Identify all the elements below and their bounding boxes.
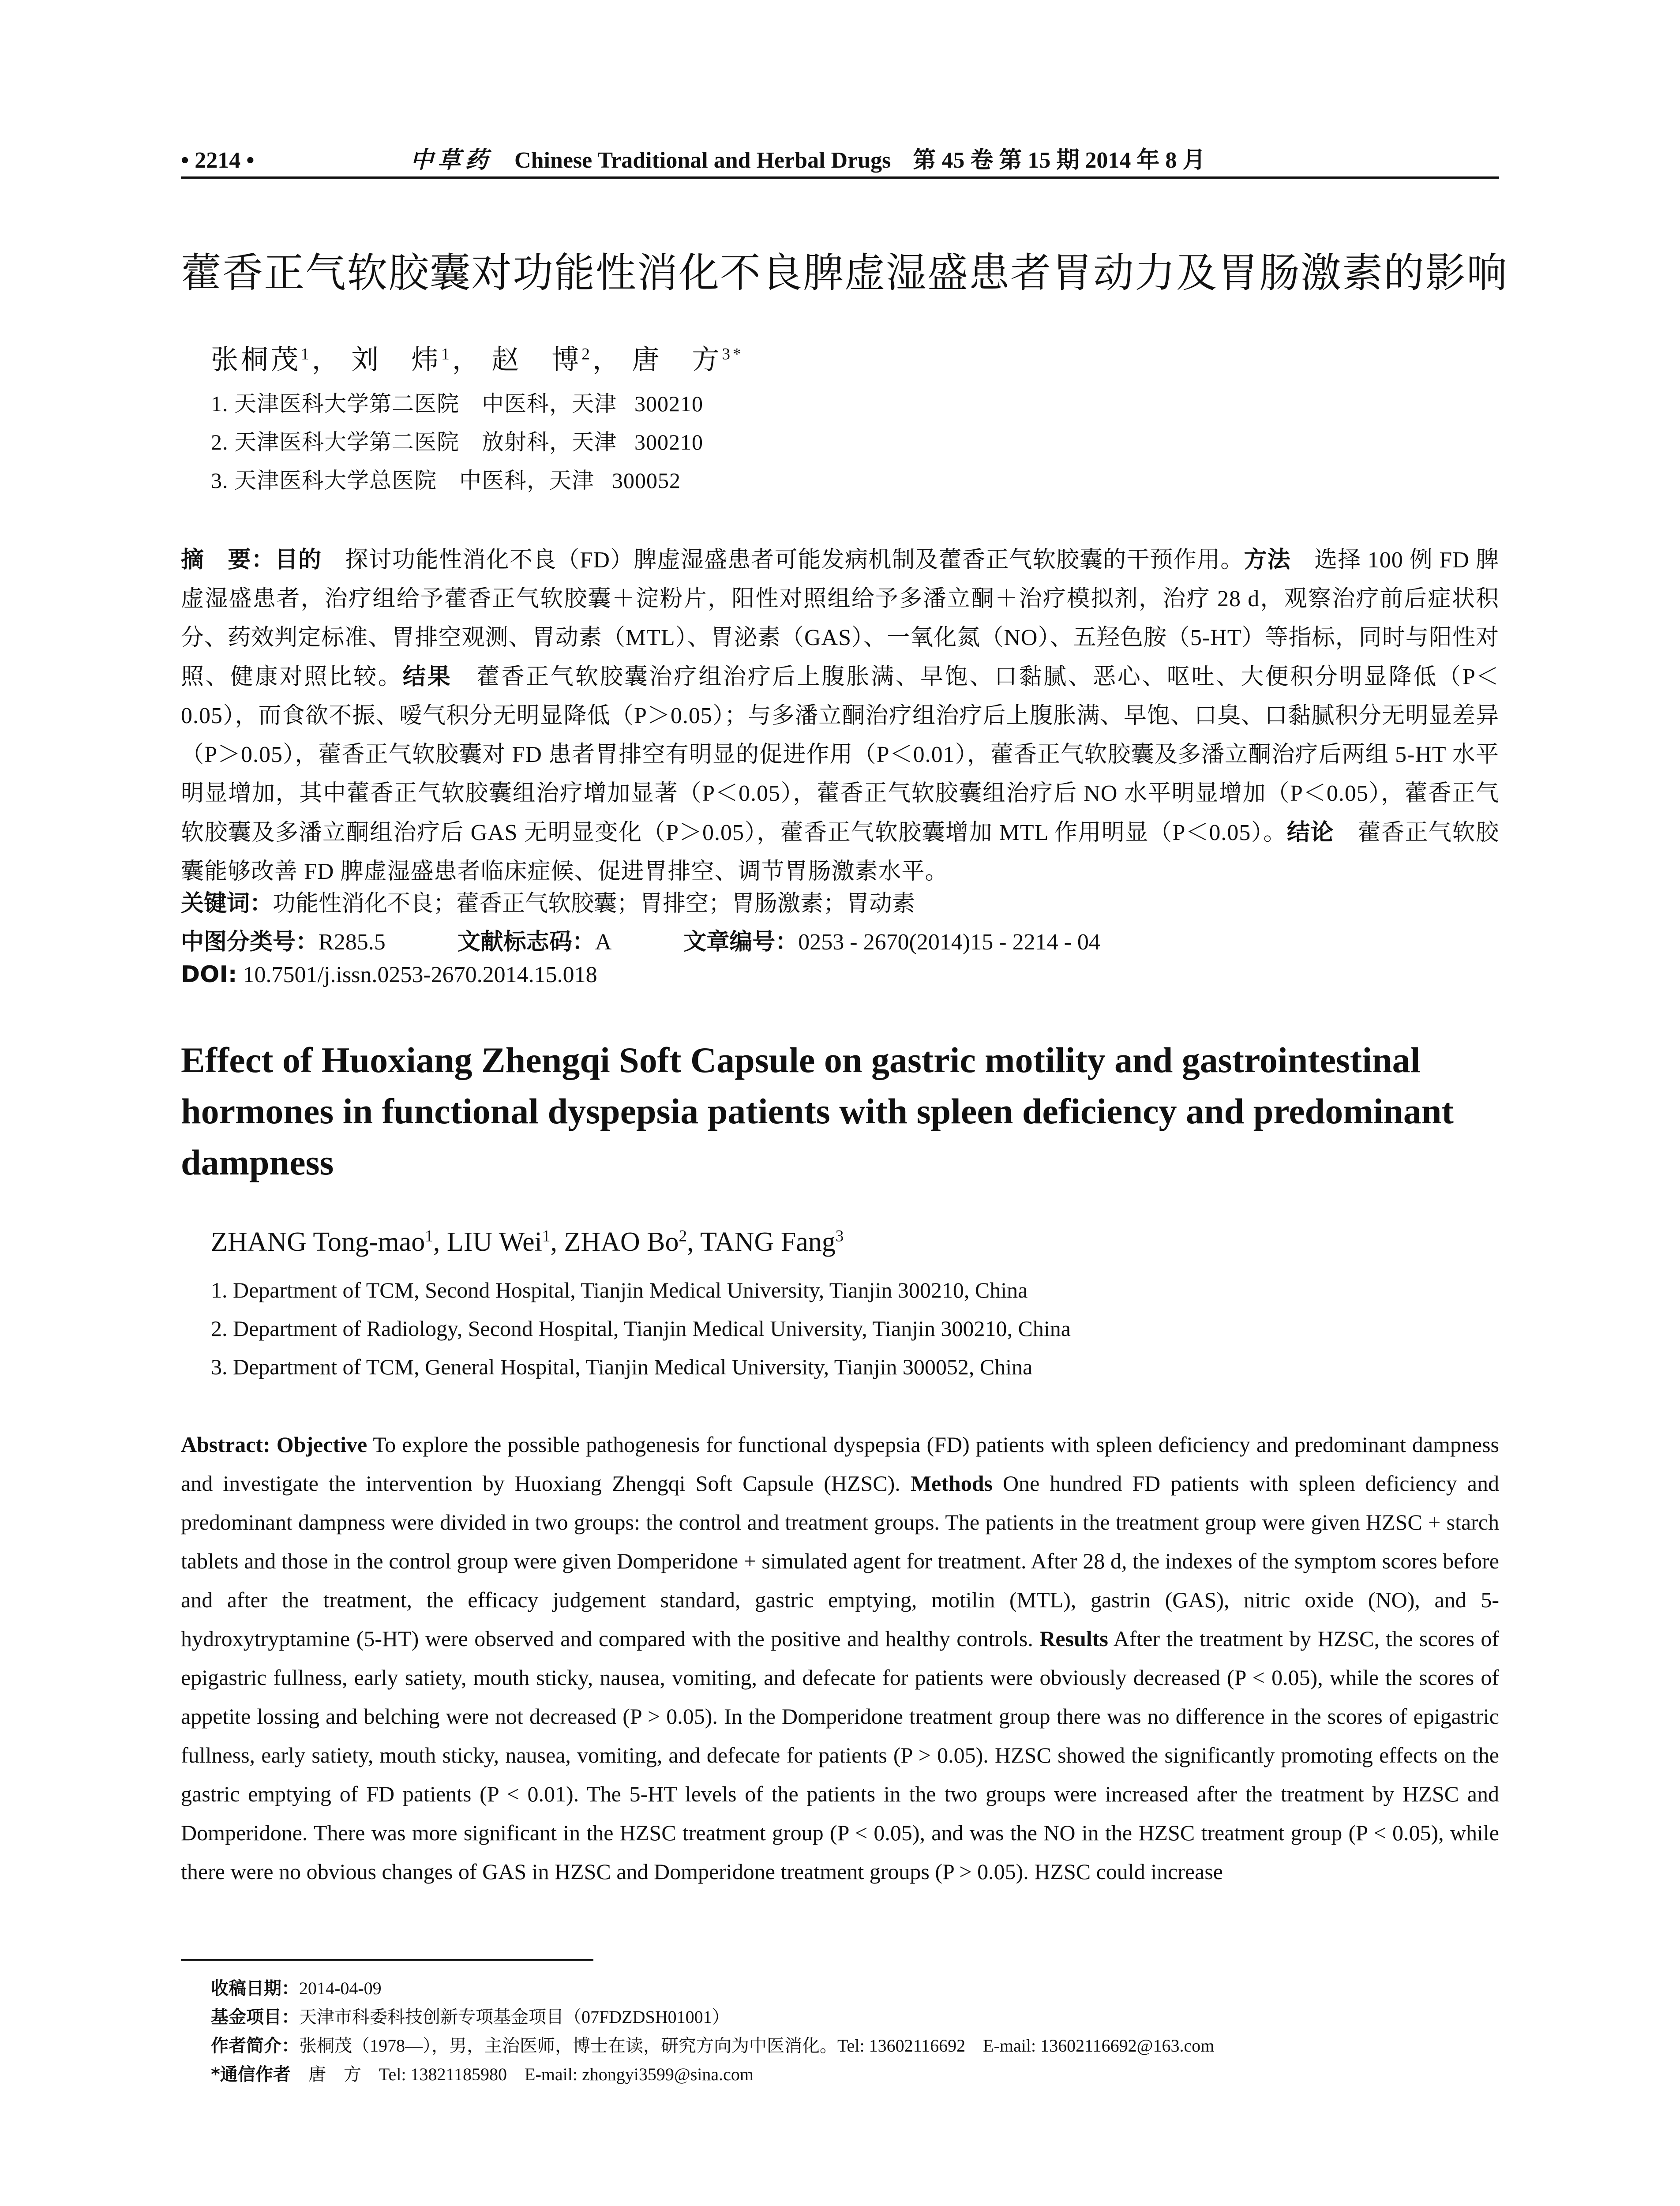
abstract-en [181, 1425, 1499, 1891]
author-cn: 张桐茂 [211, 345, 301, 375]
articleno-value: 0253 - 2670(2014)15 - 2214 - 04 [798, 930, 1100, 955]
author-affil-mark: 3* [722, 345, 744, 364]
footnote-rule [181, 1959, 593, 1961]
affiliation-text: 1. 天津医科大学第二医院 中医科，天津 [211, 391, 617, 416]
clc-value: R285.5 [319, 930, 386, 955]
authors-cn: 张桐茂$^1$， 刘 炜$^1$， 赵 博$^2$， 唐 方$^{3*}$ [211, 345, 744, 375]
conclusion-text: 藿香正气软胶囊能够改善 FD 脾虚湿盛患者临床症候、促进胃排空、调节胃肠激素水平。 [181, 820, 1499, 884]
keywords-label: 关键词： [181, 890, 273, 917]
abstract-label: 摘 要： [181, 547, 275, 573]
author-cn: 刘 炜 [351, 345, 442, 375]
author-affil-mark: 2 [581, 345, 592, 364]
conclusion-label: 结论 [1286, 819, 1334, 846]
author-affil-mark: 1 [425, 1227, 433, 1246]
results-text: 藿香正气软胶囊治疗组治疗后上腹胀满、早饱、口黏腻、恶心、呕吐、大便积分明显降低（P＜0.05），而食欲不振、嗳气积分无明显降低（P＞0.05）；与多潘立酮治疗组治疗后上腹胀满、早饱、口臭、口黏腻积分无明显差异（P＞0.05），藿香正气软胶囊对 FD 患者胃排空有明显的促进作用（P＜0.01），藿香正气软胶囊及多潘立酮治疗后两组 5-HT 水平明显增加，其中藿香正气软胶囊组治疗增加显著（P＜0.05），藿香正气软胶囊组治疗后 NO 水平明显增加（P＜0.05），藿香正气软胶囊及多潘立酮组治疗后 GAS 无明显变化（P＞0.05），藿香正气软胶囊增加 MTL 作用明显（P＜0.05）。 [181, 664, 1499, 845]
author-affil-mark: 2 [679, 1227, 687, 1246]
corresponding-label: *通信作者 [211, 2064, 291, 2085]
affiliation-cn [211, 424, 703, 456]
objective-text: To explore the possible pathogenesis for functional dyspepsia (FD) patients with spleen deficiency and predominant dampness and investigate the intervention by Huoxiang Zhengqi Soft Capsule (HZSC). [181, 1432, 1500, 1496]
received-date: 2014-04-09 [299, 1978, 382, 1998]
journal-name-cn: 中草药 [410, 148, 493, 173]
doccode-value: A [595, 930, 612, 955]
methods-label: 方法 [1244, 547, 1291, 573]
affiliation-text: 3. 天津医科大学总医院 中医科，天津 [211, 468, 594, 493]
affiliation-en: 2. Department of Radiology, Second Hospital, Tianjin Medical University, Tianjin 300210, China [211, 1316, 1071, 1341]
keywords-cn [181, 885, 915, 918]
corresponding-text: 唐 方 Tel: 13821185980 E-mail: zhongyi3599@sina.com [290, 2064, 754, 2084]
classification-line [181, 923, 1100, 956]
affiliation-cn [211, 463, 681, 495]
clc-label: 中图分类号： [181, 929, 319, 955]
author-affil-mark: 1 [441, 345, 452, 364]
affiliation-cn [211, 386, 703, 418]
author-affil-mark: 3 [835, 1227, 844, 1246]
keywords-text: 功能性消化不良；藿香正气软胶囊；胃排空；胃肠激素；胃动素 [273, 891, 915, 916]
received-label: 收稿日期： [211, 1978, 299, 1999]
doccode-label: 文献标志码： [457, 929, 595, 955]
affiliation-en: 3. Department of TCM, General Hospital, Tianjin Medical University, Tianjin 300052, China [211, 1354, 1033, 1379]
footnote-corresponding [211, 2060, 754, 2086]
author-en: LIU Wei [446, 1227, 542, 1257]
footnote-author [211, 2032, 1214, 2057]
author-bio-text: 张桐茂（1978—），男，主治医师，博士在读，研究方向为中医消化。Tel: 13602116692 E-mail: 13602116692@163.com [299, 2036, 1215, 2056]
articleno-label: 文章编号： [683, 929, 799, 955]
doi-label: DOI: [181, 961, 237, 988]
results-label: 结果 [402, 664, 452, 690]
author-cn: 赵 博 [491, 345, 582, 375]
authors-en: ZHANG Tong-mao$^1$, LIU Wei$^1$, ZHAO Bo$^2$, TANG Fang$^3$ [211, 1227, 844, 1257]
author-en: ZHAO Bo [564, 1227, 679, 1257]
title-en: Effect of Huoxiang Zhengqi Soft Capsule on gastric motility and gastrointestinal hormones in functional dyspepsia patients with spleen deficiency and predominant dampness [181, 1040, 1454, 1182]
doi-line [181, 961, 597, 988]
fund-label: 基金项目： [211, 2007, 299, 2027]
running-header [181, 141, 1499, 174]
postal-code: 300210 [634, 430, 703, 454]
issue-info: 第 45 卷 第 15 期 2014 年 8 月 [913, 148, 1206, 173]
methods-text: 选择 100 例 FD 脾虚湿盛患者，治疗组给予藿香正气软胶囊＋淀粉片，阳性对照组给予多潘立酮＋治疗模拟剂，治疗 28 d，观察治疗前后症状积分、药效判定标准、胃排空观测、胃动素（MTL）、胃泌素（GAS）、一氧化氮（NO）、五羟色胺（5-HT）等指标，同时与阳性对照、健康对照比较。 [181, 548, 1499, 690]
methods-text: One hundred FD patients with spleen deficiency and predominant dampness were divided in two groups: the control and treatment groups. The patients in the treatment group were given HZSC + starch tablets and those in the control group were given Domperidone + simulated agent for treatment. After 28 d, the indexes of the symptom scores before and after the treatment, the efficacy judgement standard, gastric emptying, motilin (MTL), gastrin (GAS), nitric oxide (NO), and 5-hydroxytryptamine (5-HT) were observed and compared with the positive and healthy controls. [181, 1471, 1499, 1651]
results-text: After the treatment by HZSC, the scores of epigastric fullness, early satiety, mouth sticky, nausea, vomiting, and defecate for patients were obviously decreased (P < 0.05), while the scores of appetite lossing and belching were not decreased (P > 0.05). In the Domperidone treatment group there was no difference in the scores of epigastric fullness, early satiety, mouth sticky, nausea, vomiting, and defecate for patients (P > 0.05). HZSC showed the significantly promoting effects on the gastric emptying of FD patients (P < 0.01). The 5-HT levels of the patients in the two groups were increased after the treatment by HZSC and Domperidone. There was more significant in the HZSC treatment group (P < 0.05), and was the NO in the HZSC treatment group (P < 0.05), while there were no obvious changes of GAS in HZSC and Domperidone treatment groups (P > 0.05). HZSC could increase [181, 1626, 1500, 1884]
journal-name-en: Chinese Traditional and Herbal Drugs [514, 148, 891, 173]
objective-label: Objective [276, 1432, 368, 1457]
header-rule [181, 176, 1499, 179]
author-bio-label: 作者简介： [211, 2036, 299, 2056]
page-number: • 2214 • [181, 148, 255, 173]
methods-label: Methods [910, 1471, 993, 1496]
affiliation-en: 1. Department of TCM, Second Hospital, Tianjin Medical University, Tianjin 300210, China [211, 1278, 1028, 1302]
fund-text: 天津市科委科技创新专项基金项目（07FDZDSH01001） [299, 2007, 730, 2027]
affiliation-text: 2. 天津医科大学第二医院 放射科，天津 [211, 430, 617, 454]
abstract-label: Abstract: [181, 1432, 270, 1457]
abstract-cn [181, 540, 1499, 891]
postal-code: 300210 [634, 391, 703, 416]
author-en: TANG Fang [700, 1227, 836, 1257]
author-affil-mark: 1 [301, 345, 312, 364]
footnote-received [211, 1974, 382, 2000]
objective-label: 目的 [274, 547, 322, 573]
footnote-fund [211, 2003, 730, 2028]
postal-code: 300052 [612, 468, 681, 493]
author-cn: 唐 方 [632, 345, 722, 375]
objective-text: 探讨功能性消化不良（FD）脾虚湿盛患者可能发病机制及藿香正气软胶囊的干预作用。 [322, 548, 1244, 573]
doi-value: 10.7501/j.issn.0253-2670.2014.15.018 [237, 962, 597, 987]
author-affil-mark: 1 [542, 1227, 551, 1246]
author-en: ZHANG Tong-mao [211, 1227, 425, 1257]
results-label: Results [1039, 1626, 1108, 1651]
title-cn: 藿香正气软胶囊对功能性消化不良脾虚湿盛患者胃动力及胃肠激素的影响 [181, 249, 1508, 296]
